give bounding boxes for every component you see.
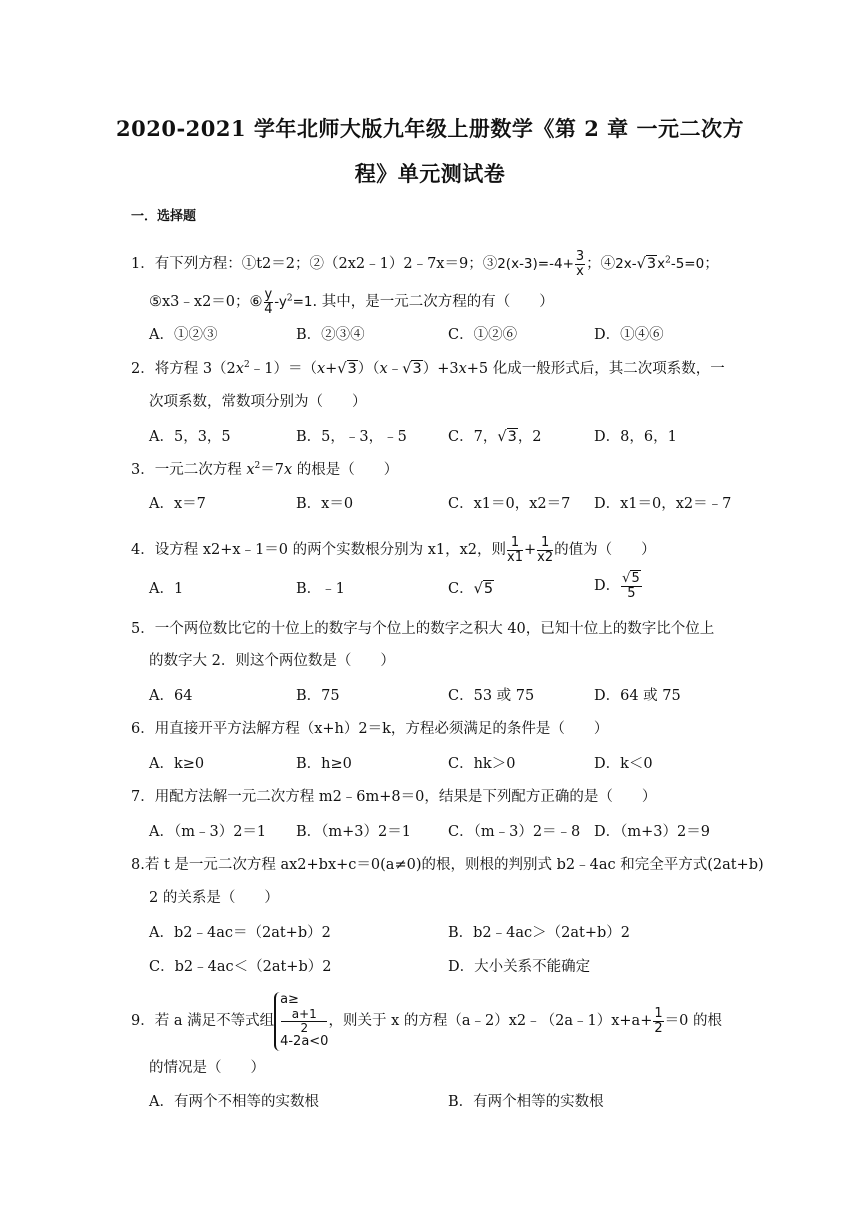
question-8-line1: 8.若 t 是一元二次方程 ax2+bx+c＝0(a≠0)的根，则根的判别式 b2﹣4ac 和完全平方式(2at+b) [131, 857, 764, 873]
q5-option-d: D．64 或 75 [594, 688, 681, 704]
question-3-text: 3．一元二次方程 $x^2=7x$ 的根是（ ） [131, 461, 399, 478]
q4-option-a: A．1 [149, 581, 184, 597]
q7-option-b: B．（m+3）2＝1 [296, 824, 411, 840]
question-9-line2: 的情况是（ ） [149, 1060, 265, 1076]
q1-option-d: D．①④⑥ [594, 327, 664, 343]
question-2-line2: 次项系数，常数项分别为（ ） [149, 394, 367, 410]
question-6-text: 6．用直接开平方法解方程（x+h）2＝k，方程必须满足的条件是（ ） [131, 721, 609, 737]
sqrt-symbol: √3 [497, 429, 517, 445]
fraction: $\frac{√5}{5}$ [622, 571, 640, 601]
question-2-line1: 2．将方程 $3(2x^2﹣1)=(x+√3)(x﹣√3)+3x+5$ 化成一般形式后，其二次项系数，一 [131, 360, 725, 377]
fraction: $\frac{1}{x1}$ [507, 535, 524, 565]
q3-option-d: D．x1＝0，x2＝﹣7 [594, 496, 732, 512]
question-9-line1: 9．若 a 满足不等式组 a≥ a+1 2 4-2a<0 ，则关于 x 的方程（a﹣2）x2﹣（2a﹣1）x+a+ $\frac{1}{2}$ ＝0 的根 [131, 992, 722, 1050]
q7-option-d: D．（m+3）2＝9 [594, 824, 710, 840]
q9-option-a: A．有两个不相等的实数根 [149, 1094, 319, 1110]
sqrt-symbol: √3 [402, 361, 422, 377]
q2-option-b: B．5，﹣3，﹣5 [296, 429, 407, 445]
fraction: $\frac{1}{2}$ [654, 1006, 663, 1036]
q6-option-b: B．h≥0 [296, 756, 352, 772]
section-heading: 一．选择题 [131, 209, 197, 224]
q2-option-d: D．8，6，1 [594, 429, 677, 445]
fraction: $\frac{y}{4}$ [264, 287, 273, 317]
q3-option-b: B．x＝0 [296, 496, 354, 512]
q4-option-c: C．√5 [448, 581, 494, 597]
q5-option-b: B．75 [296, 688, 340, 704]
q6-option-c: C．hk＞0 [448, 756, 516, 772]
q3-option-c: C．x1＝0，x2＝7 [448, 496, 571, 512]
question-4-text: 4．设方程 x2+x﹣1＝0 的两个实数根分别为 x1，x2，则 $\frac{1}{x1}$ + $\frac{1}{x2}$ 的值为（ ） [131, 535, 656, 565]
sqrt-symbol: √3 [337, 361, 357, 377]
q6-option-d: D．k＜0 [594, 756, 653, 772]
q5-option-c: C．53 或 75 [448, 688, 535, 704]
q8-option-b: B．b2﹣4ac＞（2at+b）2 [448, 925, 631, 941]
q3-option-a: A．x＝7 [149, 496, 206, 512]
q4-option-b: B．﹣1 [296, 581, 345, 597]
q8-option-a: A．b2﹣4ac＝（2at+b）2 [149, 925, 331, 941]
q1-option-a: A．①②③ [149, 327, 218, 343]
question-1-line2: ⑤x3﹣x2＝0；⑥ $\frac{y}{4}$ $-y^2=1$. 其中，是一元二次方程的有（ ） [149, 287, 554, 317]
question-8-line2: 2 的关系是（ ） [149, 890, 279, 906]
question-7-text: 7．用配方法解一元二次方程 m2﹣6m+8＝0，结果是下列配方正确的是（ ） [131, 789, 657, 805]
q7-option-c: C．（m﹣3）2＝﹣8 [448, 824, 581, 840]
q5-option-a: A．64 [149, 688, 193, 704]
q1-option-b: B．②③④ [296, 327, 365, 343]
q8-option-c: C．b2﹣4ac＜（2at+b）2 [149, 959, 332, 975]
q7-option-a: A．（m﹣3）2＝1 [149, 824, 267, 840]
q6-option-a: A．k≥0 [149, 756, 205, 772]
q1-option-c: C．①②⑥ [448, 327, 518, 343]
q4-option-d: D． $\frac{√5}{5}$ [594, 571, 640, 601]
q8-option-d: D．大小关系不能确定 [448, 959, 591, 975]
question-5-line2: 的数字大 2．则这个两位数是（ ） [149, 653, 395, 669]
fraction: $\frac{3}{x}$ [575, 249, 585, 279]
question-5-line1: 5．一个两位数比它的十位上的数字与个位上的数字之积大 40，已知十位上的数字比个位上 [131, 621, 715, 637]
fraction: $\frac{1}{x2}$ [537, 535, 554, 565]
sqrt-symbol: √5 [473, 581, 494, 597]
q2-option-a: A．5，3，5 [149, 429, 231, 445]
q2-option-c: C．7，√3，2 [448, 429, 542, 445]
q9-option-b: B．有两个相等的实数根 [448, 1094, 604, 1110]
inequality-system: a≥ a+1 2 4-2a<0 [274, 992, 328, 1051]
question-1-line1: 1．有下列方程：①t2＝2；②（2x2﹣1）2﹣7x＝9；③2(x-3)=-4+ $\frac{3}{x}$ ；$④2x-√3x^2-5=0$； [131, 249, 719, 279]
exam-title-line1: 2020-2021 学年北师大版九年级上册数学《第 2 章 一元二次方 [116, 116, 744, 141]
sqrt-symbol: √3 [636, 256, 657, 273]
exam-title-line2: 程》单元测试卷 [354, 161, 506, 186]
